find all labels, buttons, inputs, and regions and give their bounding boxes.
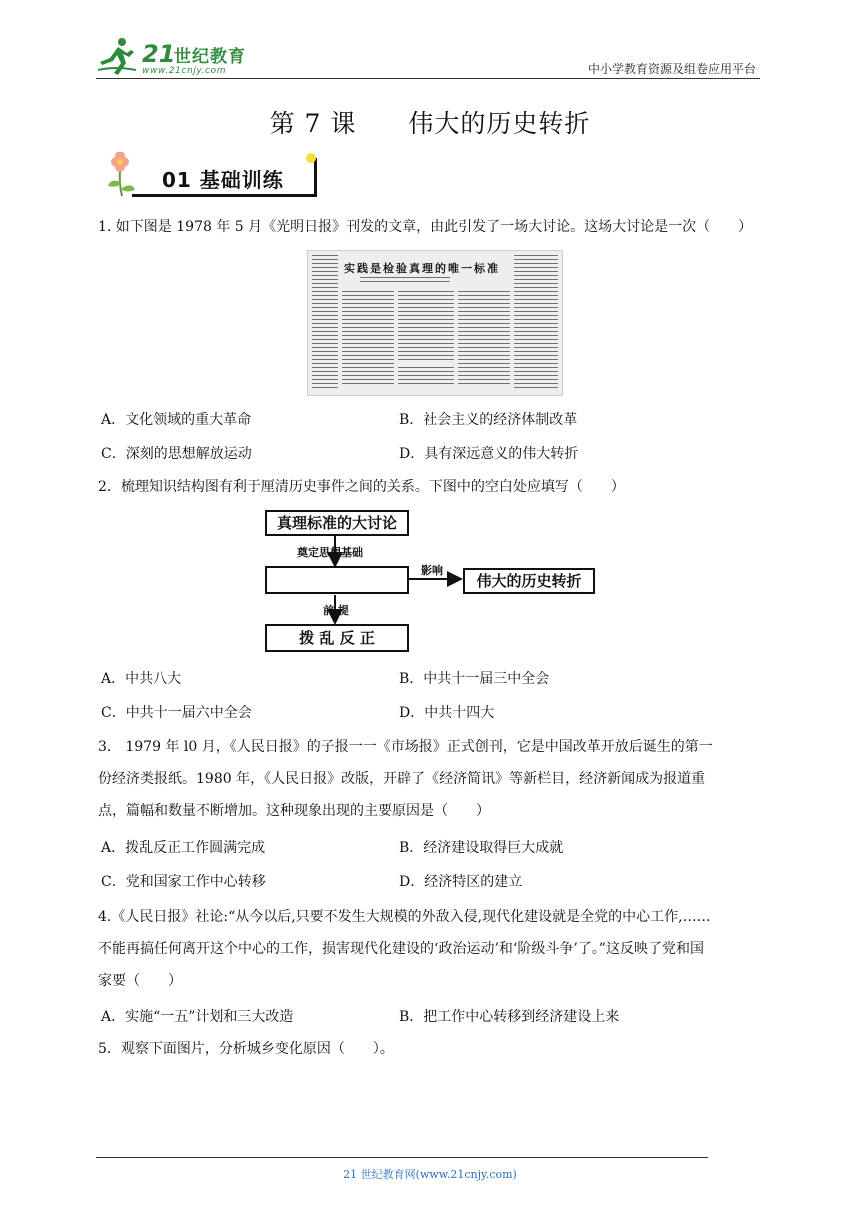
q5-stem: 5．观察下面图片，分析城乡变化原因（ ）。 [98, 1041, 394, 1057]
q2-stem: 2．梳理知识结构图有利于厘清历史事件之间的关系。下图中的空白处应填写（ ） [98, 479, 625, 495]
lesson-title: 第 7 课 伟大的历史转折 [269, 109, 591, 138]
q4-line-2: 不能再搞任何离开这个中心的工作，损害现代化建设的‘政治运动’和‘阶级斗争’了。”这反映了党和国 [98, 941, 704, 957]
q1-option-b: B．社会主义的经济体制改革 [399, 412, 578, 428]
runner-logo-icon [96, 36, 140, 76]
q3-option-a: A．拨乱反正工作圆满完成 [101, 840, 266, 856]
site-logo [96, 34, 266, 78]
q2-option-d: D．中共十四大 [399, 705, 495, 721]
logo-mark: 21 [142, 40, 176, 68]
q3-line-1: 3． 1979 年 l0 月，《人民日报》的子报一一《市场报》正式创刊，它是中国改革开放后诞生的第一 [98, 739, 713, 755]
diagram-label-foundation: 奠定思想基础 [297, 546, 363, 559]
q3-line-3: 点，篇幅和数量不断增加。这种现象出现的主要原因是（ ） [98, 803, 490, 819]
q4-line-3: 家要（ ） [98, 973, 182, 989]
q1-option-a: A．文化领域的重大革命 [101, 412, 252, 428]
q3-option-b: B．经济建设取得巨大成就 [399, 840, 564, 856]
q1-option-d: D．具有深远意义的伟大转折 [399, 446, 579, 462]
q2-option-a: A．中共八大 [101, 671, 182, 687]
header-divider [96, 78, 760, 79]
q4-option-a: A．实施“一五”计划和三大改造 [101, 1009, 294, 1025]
q4-option-b: B．把工作中心转移到经济建设上来 [399, 1009, 620, 1025]
q2-option-b: B．中共十一届三中全会 [399, 671, 550, 687]
diagram-blank-box [265, 566, 409, 594]
newspaper-image [307, 250, 563, 396]
footer-link[interactable]: 21 世纪教育网(www.21cnjy.com) [343, 1168, 517, 1181]
diagram-label-influence: 影响 [421, 564, 443, 577]
q1-option-c: C．深刻的思想解放运动 [101, 446, 252, 462]
newspaper-headline: 实践是检验真理的唯一标准 [344, 262, 500, 275]
diagram-box-truth-debate: 真理标准的大讨论 [265, 510, 409, 536]
diagram-box-turning-point: 伟大的历史转折 [463, 568, 595, 594]
q3-option-c: C．党和国家工作中心转移 [101, 874, 266, 890]
footer-divider [96, 1157, 708, 1158]
diagram-label-prerequisite: 前 提 [323, 604, 349, 617]
q3-option-d: D．经济特区的建立 [399, 874, 523, 890]
q2-option-c: C．中共十一届六中全会 [101, 705, 252, 721]
badge-dot [306, 153, 316, 163]
q3-line-2: 份经济类报纸。1980 年，《人民日报》改版，开辟了《经济简讯》等新栏目，经济新闻成为报道重 [98, 771, 706, 787]
section-badge [104, 150, 316, 198]
logo-url: www.21cnjy.com [142, 66, 227, 76]
q4-line-1: 4.《人民日报》社论:“从今以后,只要不发生大规模的外敌入侵,现代化建设就是全党的中心工作,…… [98, 909, 711, 925]
section-heading: 01 基础训练 [162, 168, 284, 192]
structure-diagram [265, 508, 601, 654]
q1-stem: 1. 如下图是 1978 年 5 月《光明日报》刊发的文章，由此引发了一场大讨论。这场大讨论是一次（ ） [98, 219, 753, 235]
platform-name: 中小学教育资源及组卷应用平台 [587, 62, 756, 76]
diagram-box-restore-order: 拨 乱 反 正 [265, 624, 409, 652]
logo-name: 世纪教育 [174, 47, 246, 67]
